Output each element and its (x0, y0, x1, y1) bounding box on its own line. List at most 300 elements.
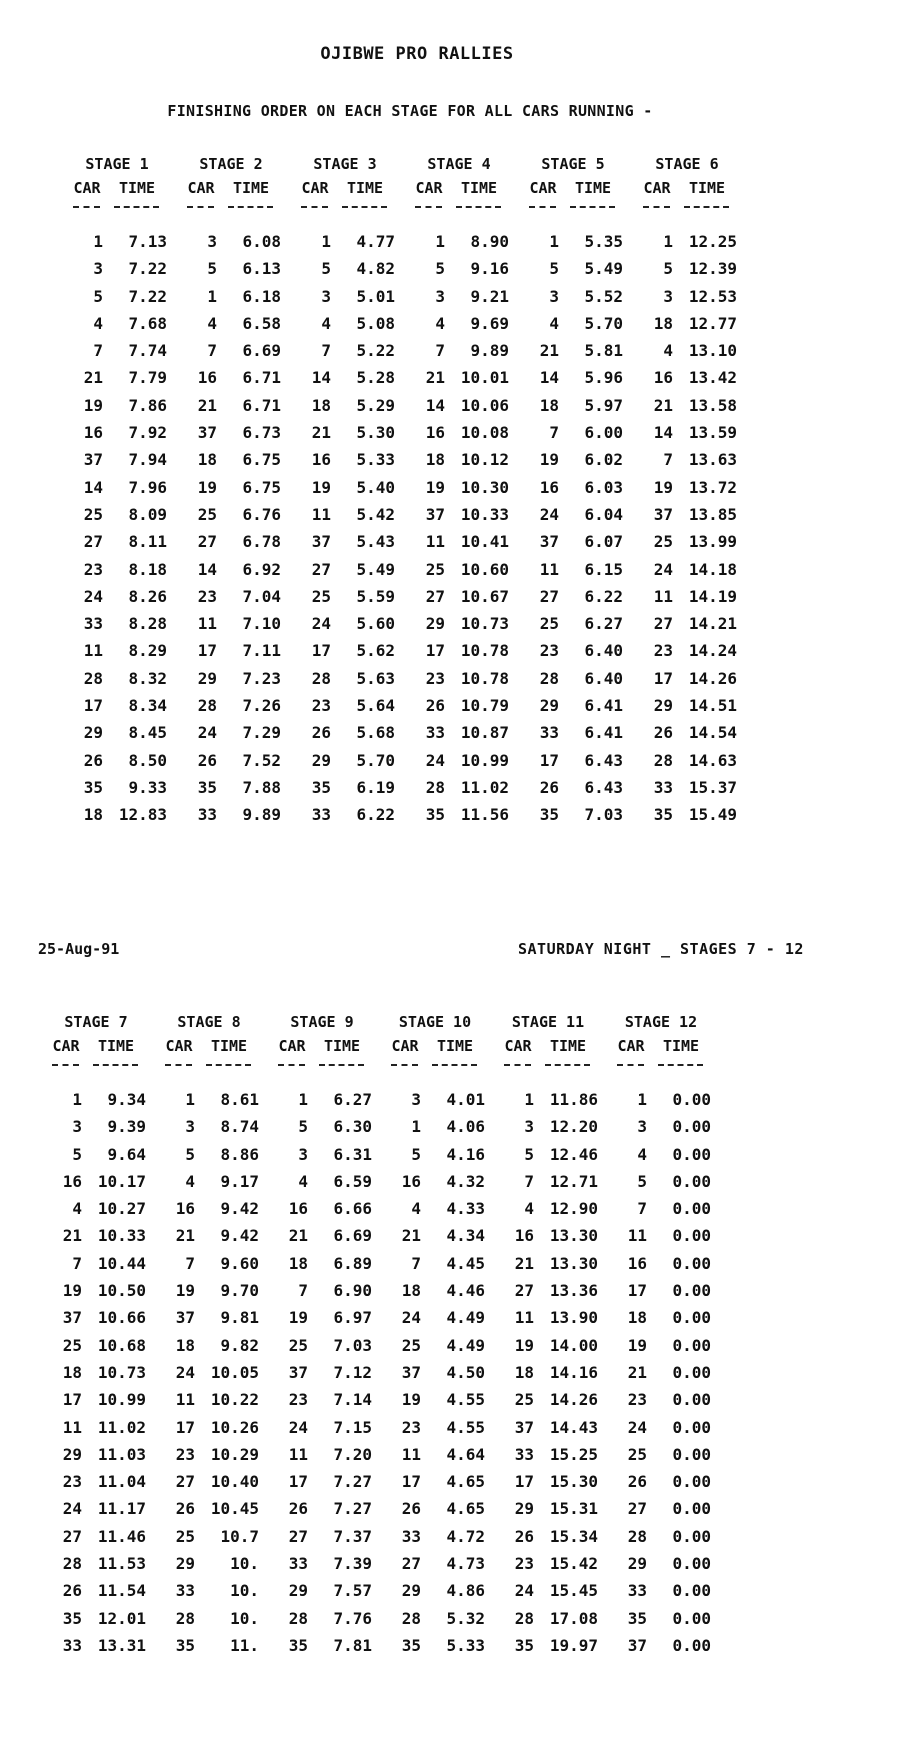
stage-time: 6.19 (356, 777, 395, 797)
table-row (272, 1304, 372, 1331)
stage-time: 5.63 (356, 668, 395, 688)
car-number: 5 (321, 259, 331, 279)
stage-time: 10. (230, 1581, 259, 1601)
stage-time: 5.28 (356, 368, 395, 388)
table-row (181, 419, 281, 446)
stage-rows (295, 228, 395, 829)
stage-time: 0.00 (672, 1335, 711, 1355)
stage-time: 15.31 (549, 1499, 598, 1519)
stage-time: 10.26 (210, 1417, 259, 1437)
table-row (409, 310, 509, 337)
car-number: 24 (175, 1362, 195, 1382)
stage-time: 6.43 (584, 750, 623, 770)
stage-time: 6.66 (333, 1199, 372, 1219)
car-number: 7 (637, 1199, 647, 1219)
header-underline (523, 200, 623, 214)
table-row (611, 1250, 711, 1277)
stage-title: STAGE 3 (313, 155, 377, 173)
time-column-header: TIME (232, 179, 270, 197)
header-underline (181, 200, 281, 214)
car-number: 28 (653, 750, 673, 770)
stage-time: 6.41 (584, 723, 623, 743)
table-row (637, 801, 737, 828)
stage-time: 13.63 (688, 450, 737, 470)
table-row (523, 337, 623, 364)
stage-time: 7.12 (333, 1362, 372, 1382)
stage-time: 6.41 (584, 696, 623, 716)
car-number: 25 (197, 504, 217, 524)
table-row (181, 719, 281, 746)
table-row (159, 1277, 259, 1304)
car-number: 25 (175, 1526, 195, 1546)
table-row (181, 364, 281, 391)
table-row (498, 1332, 598, 1359)
stage-time: 15.45 (549, 1581, 598, 1601)
stage-time: 0.00 (672, 1581, 711, 1601)
time-column-header: TIME (210, 1037, 248, 1055)
car-number: 1 (72, 1090, 82, 1109)
stage-title: STAGE 10 (398, 1013, 472, 1031)
stage-time: 0.00 (672, 1281, 711, 1301)
car-number: 19 (401, 1390, 421, 1410)
stage-time: 9.42 (220, 1226, 259, 1246)
table-row (295, 610, 395, 637)
car-number: 26 (425, 696, 445, 716)
car-number: 5 (185, 1144, 195, 1164)
car-number: 1 (637, 1090, 647, 1109)
table-row (611, 1441, 711, 1468)
table-row (523, 719, 623, 746)
table-row (272, 1495, 372, 1522)
stage-time: 10.22 (210, 1390, 259, 1410)
car-underline (301, 206, 328, 208)
table-row (409, 392, 509, 419)
table-row (67, 283, 167, 310)
table-row (409, 364, 509, 391)
stage-time: 7.22 (128, 259, 167, 279)
car-number: 4 (298, 1171, 308, 1191)
stage-time: 9.82 (220, 1335, 259, 1355)
stage-time: 6.40 (584, 668, 623, 688)
stage-rows (46, 1086, 146, 1659)
car-number: 1 (321, 232, 331, 251)
table-row (295, 665, 395, 692)
car-number: 29 (197, 668, 217, 688)
time-column-header: TIME (549, 1037, 587, 1055)
table-row (611, 1304, 711, 1331)
car-number: 16 (175, 1199, 195, 1219)
report-date: 25-Aug-91 (38, 940, 120, 958)
time-column-header: TIME (460, 179, 498, 197)
car-number: 28 (311, 668, 331, 688)
table-row (159, 1359, 259, 1386)
car-number: 23 (425, 668, 445, 688)
table-row (611, 1523, 711, 1550)
car-column-header: CAR (278, 1037, 306, 1055)
stage-time: 10. (230, 1554, 259, 1574)
car-number: 7 (298, 1281, 308, 1301)
car-number: 16 (653, 368, 673, 388)
car-number: 14 (539, 368, 559, 388)
table-row (295, 556, 395, 583)
stage-time: 14.26 (549, 1390, 598, 1410)
car-number: 7 (524, 1171, 534, 1191)
table-row (272, 1468, 372, 1495)
stage-time: 7.92 (128, 423, 167, 443)
header-underline (159, 1058, 259, 1072)
car-number: 24 (62, 1499, 82, 1519)
table-row (498, 1632, 598, 1659)
table-row (67, 637, 167, 664)
stage-time: 0.00 (672, 1526, 711, 1546)
table-row (385, 1113, 485, 1140)
stage-time: 9.21 (470, 286, 509, 306)
table-row (637, 774, 737, 801)
table-row (523, 610, 623, 637)
stage-rows (67, 228, 167, 829)
table-row (611, 1277, 711, 1304)
table-row (46, 1277, 146, 1304)
time-column-header: TIME (346, 179, 384, 197)
car-number: 23 (197, 586, 217, 606)
stage-time: 7.22 (128, 286, 167, 306)
time-column-header: TIME (688, 179, 726, 197)
stage-time: 6.69 (333, 1226, 372, 1246)
table-row (295, 228, 395, 255)
table-row (611, 1577, 711, 1604)
stage-time: 7.27 (333, 1472, 372, 1492)
car-number: 3 (93, 259, 103, 279)
car-number: 18 (83, 805, 103, 825)
car-number: 21 (83, 368, 103, 388)
table-row (272, 1222, 372, 1249)
stage-time: 14.19 (688, 586, 737, 606)
table-row (385, 1577, 485, 1604)
stage-time: 13.59 (688, 423, 737, 443)
car-number: 4 (185, 1171, 195, 1191)
table-row (637, 474, 737, 501)
car-number: 5 (549, 259, 559, 279)
car-column-header: CAR (415, 179, 443, 197)
stage-time: 7.14 (333, 1390, 372, 1410)
time-column-header: TIME (574, 179, 612, 197)
stage-time: 14.18 (688, 559, 737, 579)
table-row (272, 1168, 372, 1195)
stage-time: 7.04 (242, 586, 281, 606)
stage-time: 14.00 (549, 1335, 598, 1355)
stage-time: 4.33 (446, 1199, 485, 1219)
table-row (295, 255, 395, 282)
car-number: 19 (311, 477, 331, 497)
car-number: 16 (539, 477, 559, 497)
stage-time: 5.62 (356, 641, 395, 661)
car-underline (643, 206, 670, 208)
table-row (409, 637, 509, 664)
stage-time: 6.04 (584, 504, 623, 524)
table-row (409, 747, 509, 774)
table-row (159, 1468, 259, 1495)
time-column-header: TIME (97, 1037, 135, 1055)
car-number: 11 (425, 532, 445, 552)
table-row (498, 1113, 598, 1140)
car-number: 25 (425, 559, 445, 579)
car-number: 7 (207, 341, 217, 361)
car-number: 26 (653, 723, 673, 743)
table-row (159, 1168, 259, 1195)
car-number: 5 (435, 259, 445, 279)
stage-time: 5.40 (356, 477, 395, 497)
table-row (409, 610, 509, 637)
car-number: 37 (175, 1308, 195, 1328)
stage-time: 6.00 (584, 423, 623, 443)
stage-time: 6.90 (333, 1281, 372, 1301)
car-number: 17 (288, 1472, 308, 1492)
stage-time: 7.39 (333, 1554, 372, 1574)
table-row (637, 665, 737, 692)
table-row (46, 1605, 146, 1632)
stage-rows (181, 228, 281, 829)
table-row (181, 774, 281, 801)
stage-time: 9.69 (470, 313, 509, 333)
table-row (611, 1632, 711, 1659)
car-number: 17 (83, 696, 103, 716)
time-underline (456, 206, 501, 208)
car-number: 18 (401, 1281, 421, 1301)
car-number: 29 (83, 723, 103, 743)
car-number: 19 (62, 1281, 82, 1301)
table-row (46, 1250, 146, 1277)
stage-time: 14.51 (688, 696, 737, 716)
stage-table (67, 152, 167, 829)
stage-title: STAGE 12 (624, 1013, 698, 1031)
table-row (67, 747, 167, 774)
car-number: 28 (197, 696, 217, 716)
car-number: 29 (539, 696, 559, 716)
car-number: 29 (627, 1554, 647, 1574)
stage-time: 4.55 (446, 1390, 485, 1410)
table-row (523, 747, 623, 774)
table-row (295, 774, 395, 801)
table-row (498, 1359, 598, 1386)
stage-time: 8.61 (220, 1090, 259, 1109)
table-row (159, 1250, 259, 1277)
car-number: 37 (311, 532, 331, 552)
stage-time: 6.75 (242, 477, 281, 497)
stage-rows (637, 228, 737, 829)
car-number: 16 (288, 1199, 308, 1219)
stage-time: 10.05 (210, 1362, 259, 1382)
table-row (67, 610, 167, 637)
car-number: 1 (435, 232, 445, 251)
stage-time: 11.54 (97, 1581, 146, 1601)
stage-time: 13.42 (688, 368, 737, 388)
table-row (498, 1441, 598, 1468)
table-row (385, 1495, 485, 1522)
stage-table (611, 1010, 711, 1659)
header-underline (498, 1058, 598, 1072)
car-number: 26 (539, 777, 559, 797)
stage-time: 0.00 (672, 1144, 711, 1164)
stage-time: 14.16 (549, 1362, 598, 1382)
stage-time: 4.49 (446, 1335, 485, 1355)
table-row (159, 1605, 259, 1632)
table-row (409, 692, 509, 719)
car-number: 17 (653, 668, 673, 688)
car-underline (391, 1064, 418, 1066)
stage-time: 10.78 (460, 641, 509, 661)
stage-time: 7.20 (333, 1444, 372, 1464)
stage-time: 10.45 (210, 1499, 259, 1519)
car-number: 33 (288, 1554, 308, 1574)
table-row (611, 1168, 711, 1195)
stage-time: 10.27 (97, 1199, 146, 1219)
car-number: 28 (288, 1608, 308, 1628)
car-number: 25 (288, 1335, 308, 1355)
stage-rows (611, 1086, 711, 1659)
car-number: 11 (539, 559, 559, 579)
car-number: 7 (93, 341, 103, 361)
stage-time: 0.00 (672, 1417, 711, 1437)
car-number: 18 (627, 1308, 647, 1328)
stage-time: 10.06 (460, 395, 509, 415)
table-row (181, 637, 281, 664)
car-column-header: CAR (165, 1037, 193, 1055)
table-row (409, 801, 509, 828)
car-number: 21 (653, 395, 673, 415)
stage-time: 15.37 (688, 777, 737, 797)
table-row (272, 1632, 372, 1659)
stage-rows (523, 228, 623, 829)
stage-time: 6.31 (333, 1144, 372, 1164)
car-number: 21 (425, 368, 445, 388)
table-row (67, 474, 167, 501)
stage-table (498, 1010, 598, 1659)
car-number: 19 (514, 1335, 534, 1355)
car-number: 24 (514, 1581, 534, 1601)
table-row (181, 283, 281, 310)
table-row (295, 310, 395, 337)
table-row (523, 556, 623, 583)
car-number: 29 (288, 1581, 308, 1601)
stage-time: 6.02 (584, 450, 623, 470)
stage-time: 4.46 (446, 1281, 485, 1301)
table-row (498, 1250, 598, 1277)
table-row (159, 1523, 259, 1550)
stage-time: 4.72 (446, 1526, 485, 1546)
table-row (46, 1222, 146, 1249)
table-row (46, 1468, 146, 1495)
car-number: 25 (514, 1390, 534, 1410)
car-number: 5 (411, 1144, 421, 1164)
table-row (637, 364, 737, 391)
table-row (272, 1195, 372, 1222)
stage-time: 9.42 (220, 1199, 259, 1219)
table-row (159, 1441, 259, 1468)
table-row (181, 747, 281, 774)
time-column-header: TIME (662, 1037, 700, 1055)
stage-time: 10.33 (460, 504, 509, 524)
table-row (637, 446, 737, 473)
table-row (272, 1605, 372, 1632)
stage-time: 12.20 (549, 1117, 598, 1137)
car-number: 27 (311, 559, 331, 579)
car-number: 4 (524, 1199, 534, 1219)
stage-time: 15.30 (549, 1472, 598, 1492)
table-row (385, 1441, 485, 1468)
stage-time: 10.99 (460, 750, 509, 770)
stage-time: 9.16 (470, 259, 509, 279)
table-row (637, 528, 737, 555)
table-row (159, 1632, 259, 1659)
stage-time: 5.70 (584, 313, 623, 333)
table-row (295, 446, 395, 473)
stage-time: 11.56 (460, 805, 509, 825)
car-number: 19 (288, 1308, 308, 1328)
car-number: 21 (627, 1362, 647, 1382)
stage-time: 12.53 (688, 286, 737, 306)
car-number: 37 (514, 1417, 534, 1437)
car-number: 3 (321, 286, 331, 306)
table-row (498, 1168, 598, 1195)
table-row (67, 446, 167, 473)
stage-time: 7.76 (333, 1608, 372, 1628)
header-underline (67, 200, 167, 214)
stage-time: 4.65 (446, 1472, 485, 1492)
car-number: 5 (637, 1171, 647, 1191)
car-number: 5 (207, 259, 217, 279)
car-number: 11 (288, 1444, 308, 1464)
car-number: 7 (185, 1253, 195, 1273)
stage-time: 5.08 (356, 313, 395, 333)
car-number: 24 (627, 1417, 647, 1437)
table-row (498, 1304, 598, 1331)
stage-time: 10.33 (97, 1226, 146, 1246)
car-number: 27 (83, 532, 103, 552)
car-number: 33 (627, 1581, 647, 1601)
car-number: 19 (539, 450, 559, 470)
stage-time: 10.12 (460, 450, 509, 470)
stage-time: 8.26 (128, 586, 167, 606)
car-number: 16 (311, 450, 331, 470)
table-row (272, 1359, 372, 1386)
table-row (295, 528, 395, 555)
table-row (409, 719, 509, 746)
stage-time: 6.13 (242, 259, 281, 279)
car-number: 28 (425, 777, 445, 797)
stage-time: 10.41 (460, 532, 509, 552)
stage-time: 5.59 (356, 586, 395, 606)
stage-time: 4.34 (446, 1226, 485, 1246)
table-row (295, 583, 395, 610)
car-number: 11 (83, 641, 103, 661)
stage-time: 12.83 (118, 805, 167, 825)
stage-time: 11. (230, 1635, 259, 1655)
stage-time: 11.02 (460, 777, 509, 797)
car-number: 21 (197, 395, 217, 415)
stage-time: 4.06 (446, 1117, 485, 1137)
header-underline (295, 200, 395, 214)
car-number: 21 (62, 1226, 82, 1246)
table-row (67, 337, 167, 364)
car-number: 23 (83, 559, 103, 579)
table-row (181, 801, 281, 828)
stage-time: 7.03 (584, 805, 623, 825)
car-number: 16 (514, 1226, 534, 1246)
stage-table (46, 1010, 146, 1659)
car-number: 1 (549, 232, 559, 251)
stage-time: 10.50 (97, 1281, 146, 1301)
table-row (385, 1605, 485, 1632)
